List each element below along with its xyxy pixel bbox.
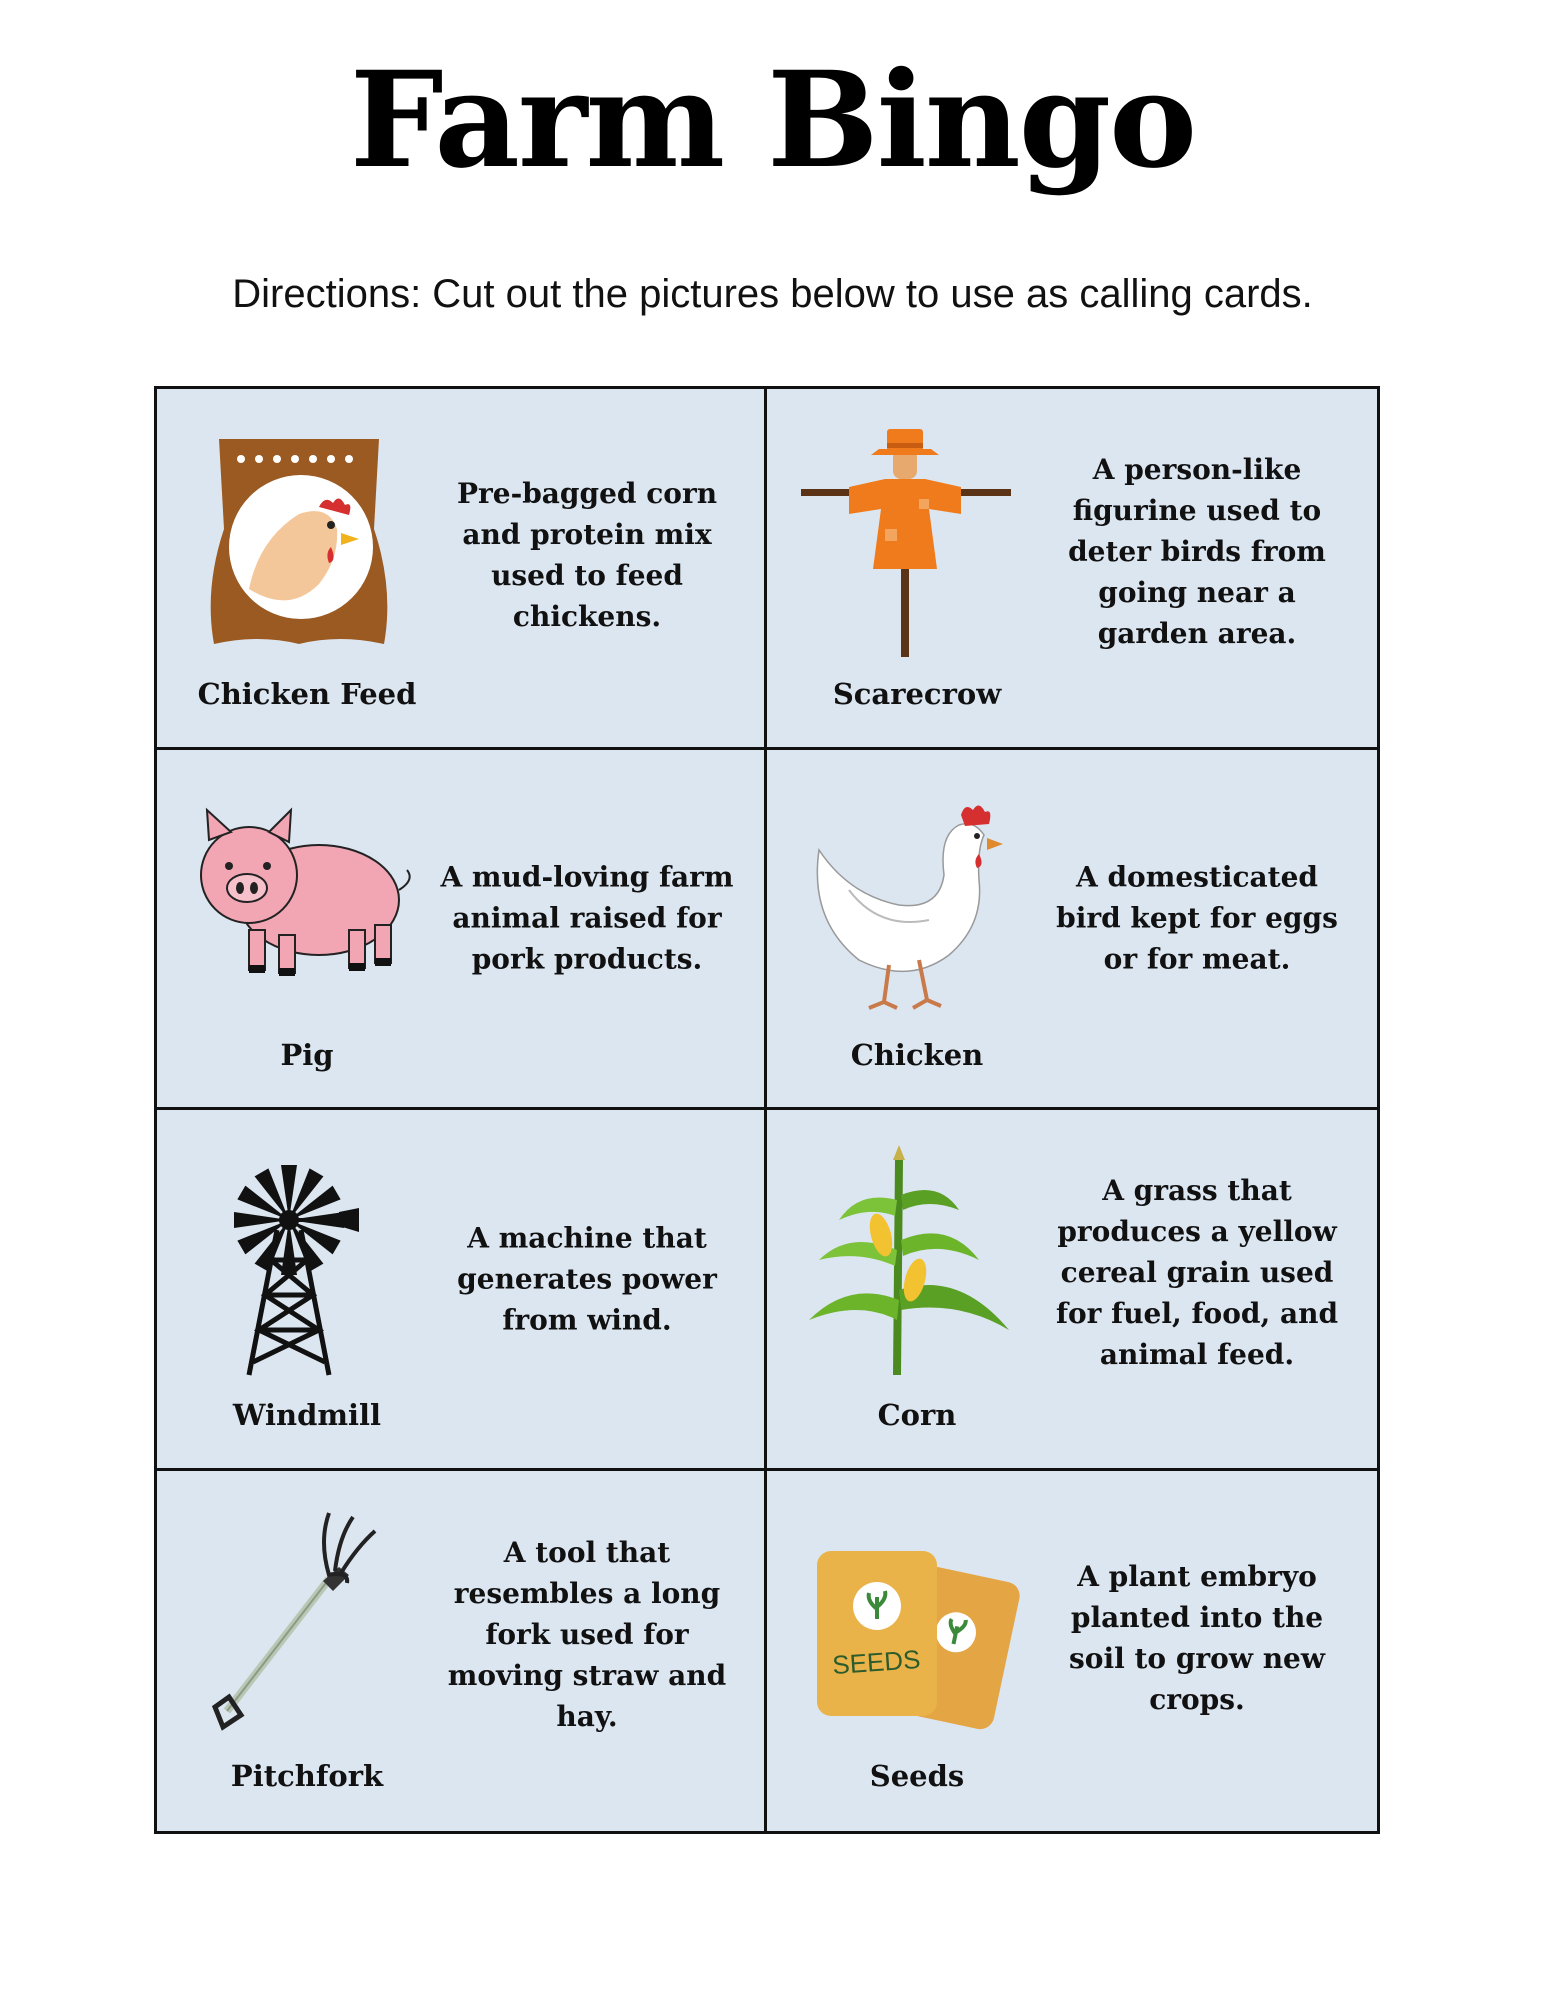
card-description: A grass that produces a yellow cereal grain used for fuel, food, and animal feed. (1055, 1173, 1339, 1371)
card-seeds (767, 1471, 1377, 1832)
card-name: Pig (280, 1037, 334, 1072)
seed-packets-icon (789, 1501, 1029, 1741)
card-name: Seeds (869, 1758, 965, 1793)
card-description: A tool that resembles a long fork used for moving straw and hay. (447, 1535, 727, 1733)
card-description: A plant embryo planted into the soil to grow new crops. (1069, 1559, 1325, 1716)
card-name: Windmill (232, 1398, 382, 1432)
card-pitchfork (157, 1471, 767, 1832)
card-description: Pre-bagged corn and protein mix used to feed chickens. (456, 476, 718, 633)
card-name: Chicken (850, 1037, 984, 1072)
card-corn (767, 1110, 1377, 1471)
card-description: A domesticated bird kept for eggs or for meat. (1056, 860, 1338, 976)
chicken-icon (789, 780, 1029, 1020)
card-name: Corn (877, 1398, 957, 1432)
card-description: A machine that generates power from wind. (457, 1221, 717, 1337)
seeds-label: SEEDS (831, 1643, 922, 1680)
page-title: Farm Bingo (349, 43, 1196, 198)
card-description: A mud-loving farm animal raised for pork products. (440, 860, 734, 976)
windmill-icon (179, 1140, 419, 1380)
card-description: A person-like figurine used to deter birds from going near a garden area. (1068, 452, 1326, 650)
corn-icon (789, 1140, 1029, 1380)
card-chicken-feed (157, 389, 767, 750)
pig-icon (179, 780, 419, 1020)
card-chicken (767, 750, 1377, 1111)
card-scarecrow (767, 389, 1377, 750)
card-windmill (157, 1110, 767, 1471)
pitchfork-icon (179, 1501, 419, 1741)
card-name: Pitchfork (230, 1758, 384, 1793)
card-pig (157, 750, 767, 1111)
chicken-feed-bag-icon (179, 419, 419, 659)
card-name: Chicken Feed (197, 677, 417, 711)
card-name: Scarecrow (832, 677, 1002, 711)
directions-text: Directions: Cut out the pictures below to use as calling cards. (232, 272, 1313, 316)
bingo-card-grid (154, 386, 1380, 1834)
scarecrow-icon (789, 419, 1029, 659)
